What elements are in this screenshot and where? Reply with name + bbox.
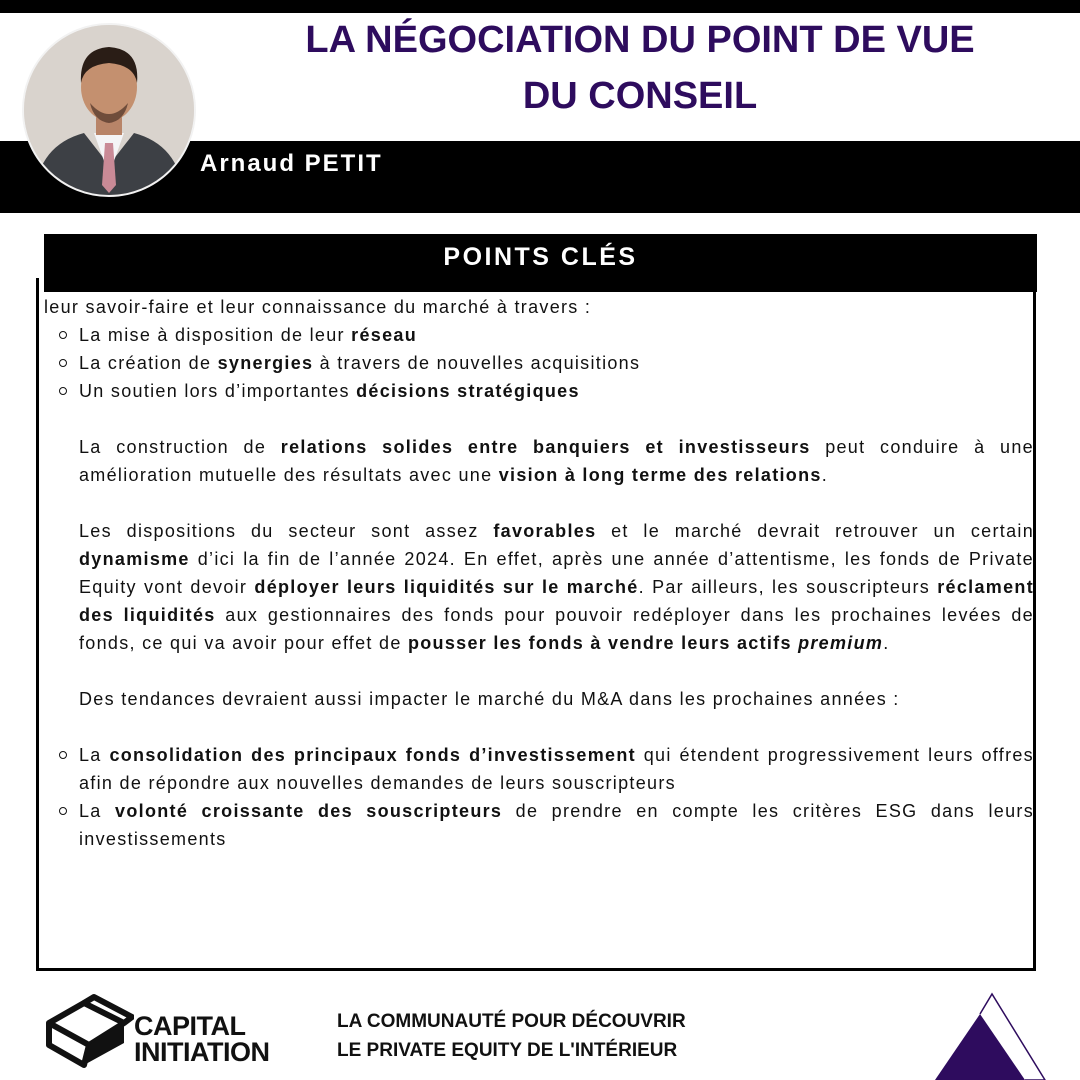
paragraph-market: Les dispositions du secteur sont assez favorables et le marché devrait retrouver un certain dynamisme d’ici la fin de l’année 2024. En effet, après une année d’attentisme, les fonds de Private Equity vont devoir déployer leurs liquidités sur le marché. Par ailleurs, les souscripteurs réclament des liquidités aux gestionnaires des fonds pour pouvoir redéployer dans les prochaines levées de fonds, ce qui va avoir pour effet de pousser les fonds à vendre leurs actifs premium.: [79, 521, 1034, 653]
bullet-list-1: [44, 321, 1034, 405]
list-item: La mise à disposition de leur réseau: [44, 321, 1034, 349]
section-heading: POINTS CLÉS: [44, 234, 1037, 292]
list-item: La volonté croissante des souscripteurs de prendre en compte les critères ESG dans leurs investissements: [44, 797, 1034, 853]
capital-initiation-logo: [44, 993, 304, 1071]
bullet-list-2: [44, 741, 1034, 853]
triangle-decoration-icon: [930, 992, 1050, 1080]
key-points-body: [44, 293, 1034, 963]
logo-wordmark: CAPITAL INITIATION: [134, 1011, 270, 1067]
author-photo: [22, 23, 196, 197]
person-portrait-icon: [24, 25, 194, 195]
footer-tagline: LA COMMUNAUTÉ POUR DÉCOUVRIR LE PRIVATE EQUITY DE L'INTÉRIEUR: [337, 1011, 686, 1061]
cube-logo-icon: [44, 993, 134, 1071]
page-title: LA NÉGOCIATION DU POINT DE VUE DU CONSEIL: [305, 19, 975, 117]
author-name: Arnaud PETIT: [200, 150, 383, 177]
list-item: Un soutien lors d’importantes décisions stratégiques: [44, 377, 1034, 405]
list-item: La création de synergies à travers de nouvelles acquisitions: [44, 349, 1034, 377]
list-item: La consolidation des principaux fonds d’investissement qui étendent progressivement leurs offres afin de répondre aux nouvelles demandes de leurs souscripteurs: [44, 741, 1034, 797]
paragraph-trends: Des tendances devraient aussi impacter le marché du M&A dans les prochaines années :: [79, 689, 900, 709]
intro-text: leur savoir-faire et leur connaissance du marché à travers :: [44, 297, 592, 317]
paragraph-relations: La construction de relations solides entre banquiers et investisseurs peut conduire à une amélioration mutuelle des résultats avec une vision à long terme des relations.: [79, 437, 1034, 485]
